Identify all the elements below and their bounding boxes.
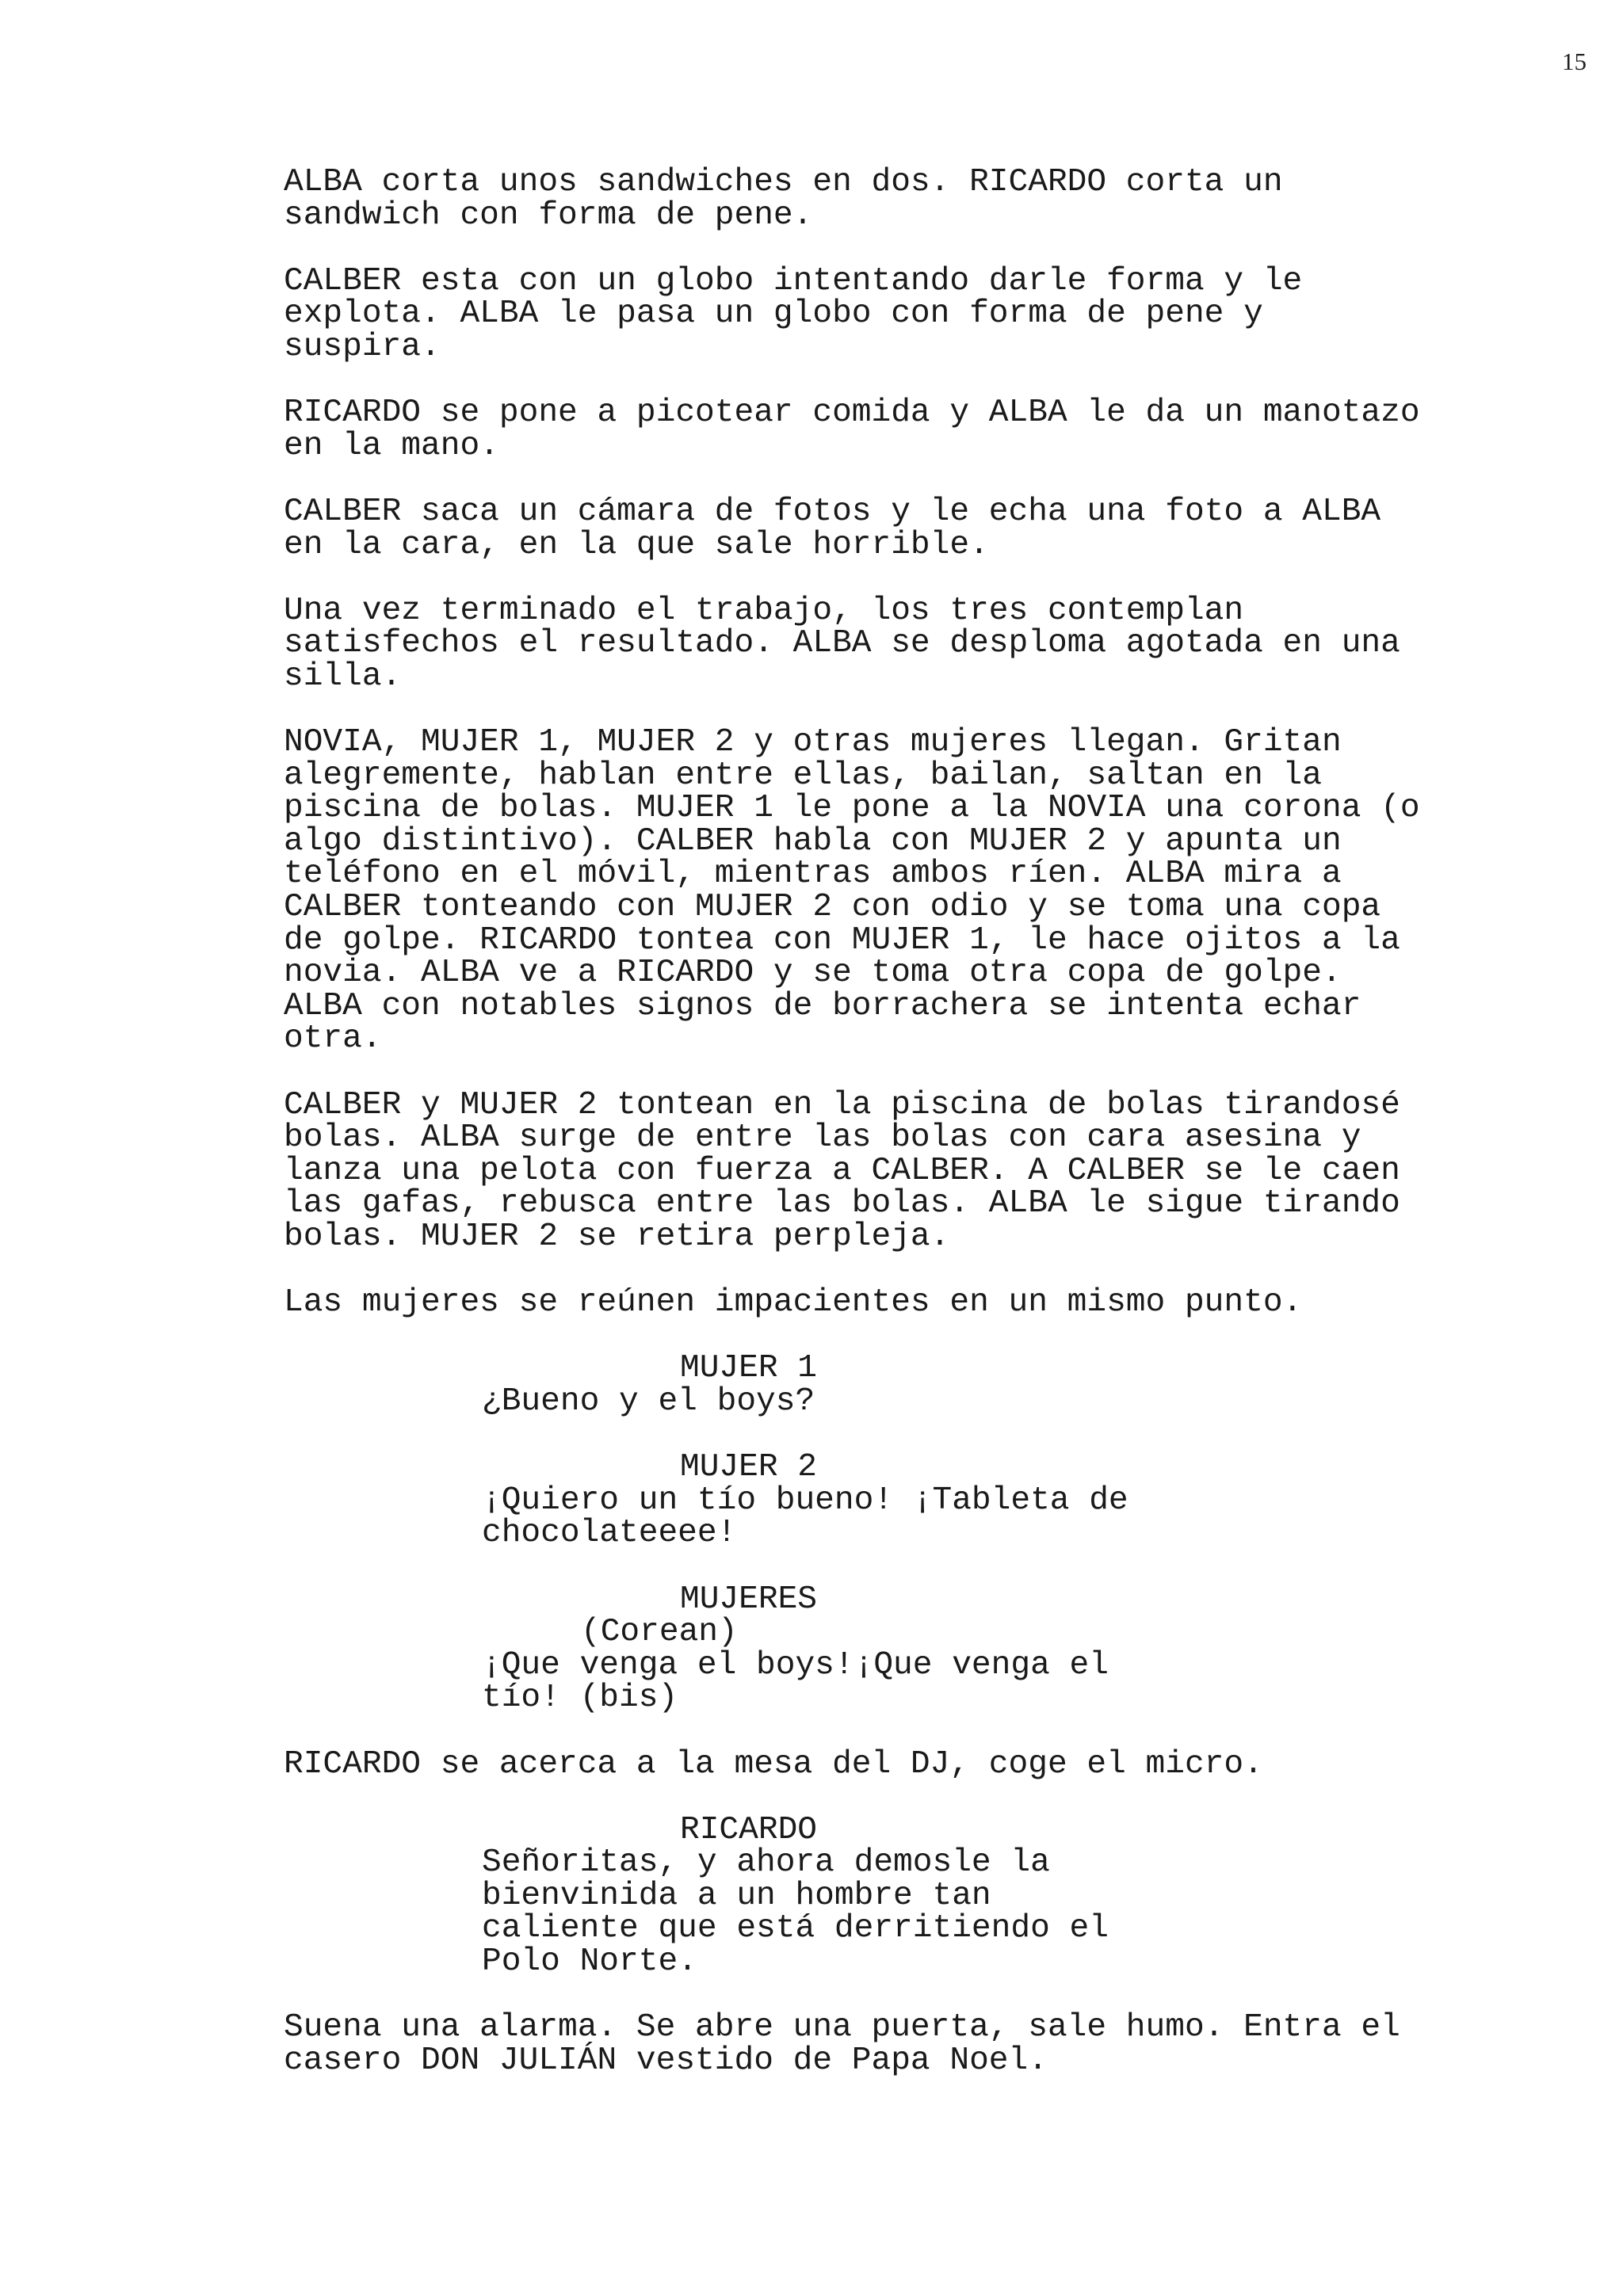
action-paragraph: RICARDO se pone a picotear comida y ALBA le da un manotazo en la mano. (284, 395, 1420, 464)
dialogue-block (284, 1352, 1449, 1418)
dialogue-line: Señoritas, y ahora demosle la bienvinida a un hombre tan caliente que está derritiendo el Polo Norte. (482, 1844, 1109, 1981)
dialogue-line: ¡Que venga el boys!¡Que venga el tío! (bis) (482, 1646, 1109, 1717)
dialogue-line: ¡Quiero un tío bueno! ¡Tableta de chocolateeee! (482, 1482, 1128, 1552)
character-name: MUJERES (680, 1581, 818, 1618)
character-name: RICARDO (680, 1811, 818, 1848)
dialogue-line: ¿Bueno y el boys? (482, 1383, 815, 1420)
dialogue-block (284, 1811, 1449, 1981)
action-paragraph: NOVIA, MUJER 1, MUJER 2 y otras mujeres llegan. Gritan alegremente, hablan entre ellas, bailan, saltan en la piscina de bolas. MUJER 1 le pone a la NOVIA una corona (o algo distintivo). CALBER habla con MUJER 2 y apunta un teléfono en el móvil, mientras ambos ríen. ALBA mira a CALBER tonteando con MUJER 2 con odio y se toma una copa de golpe. RICARDO tontea con MUJER 1, le hace ojitos a la novia. ALBA ve a RICARDO y se toma otra copa de golpe. ALBA con notables signos de borrachera se intenta echar otra. (284, 724, 1420, 1058)
dialogue-block (284, 1451, 1449, 1550)
action-paragraph: CALBER saca un cámara de fotos y le echa una foto a ALBA en la cara, en la que sale horrible. (284, 493, 1381, 563)
character-name: MUJER 1 (680, 1350, 818, 1387)
screenplay-body (284, 166, 1449, 2111)
action-paragraph: Suena una alarma. Se abre una puerta, sale humo. Entra el casero DON JULIÁN vestido de Papa Noel. (284, 2009, 1400, 2079)
character-name: MUJER 2 (680, 1449, 818, 1486)
action-paragraph: Las mujeres se reúnen impacientes en un mismo punto. (284, 1284, 1303, 1322)
dialogue-block (284, 1581, 1449, 1717)
action-paragraph: CALBER esta con un globo intentando darle forma y le explota. ALBA le pasa un globo con forma de pene y suspira. (284, 262, 1303, 365)
parenthetical: (Corean) (581, 1614, 738, 1651)
page-number: 15 (1562, 48, 1587, 75)
action-paragraph: CALBER y MUJER 2 tontean en la piscina de bolas tirandosé bolas. ALBA surge de entre las bolas con cara asesina y lanza una pelota con fuerza a CALBER. A CALBER se le caen las gafas, rebusca entre las bolas. ALBA le sigue tirando bolas. MUJER 2 se retira perpleja. (284, 1086, 1400, 1255)
action-paragraph: ALBA corta unos sandwiches en dos. RICARDO corta un sandwich con forma de pene. (284, 164, 1283, 234)
action-paragraph: Una vez terminado el trabajo, los tres contemplan satisfechos el resultado. ALBA se desploma agotada en una silla. (284, 592, 1400, 695)
action-paragraph: RICARDO se acerca a la mesa del DJ, coge el micro. (284, 1745, 1263, 1783)
